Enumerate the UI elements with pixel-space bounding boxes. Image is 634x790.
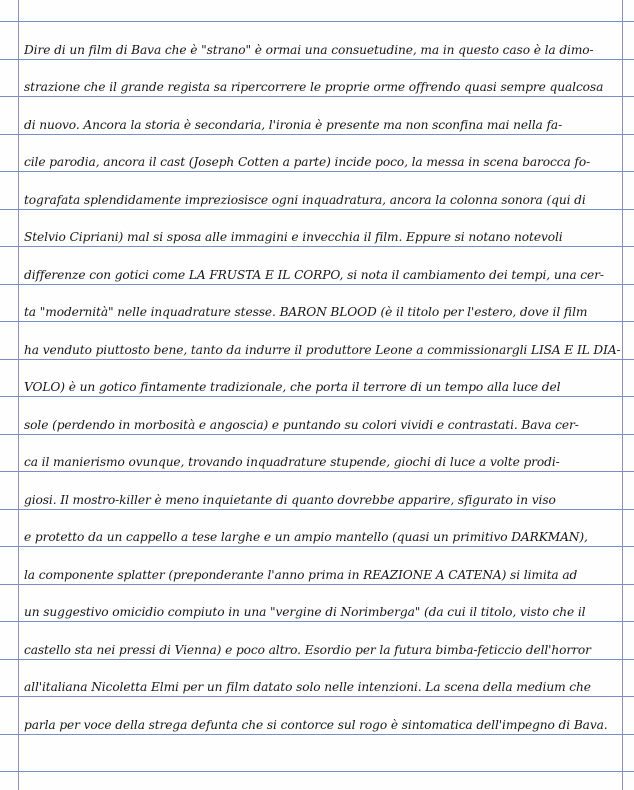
handwritten-line: sole (perdendo in morbosità e angoscia) e puntando su colori vividi e contrastati. Bava cer- [24, 418, 579, 432]
handwritten-line: Dire di un film di Bava che è "strano" è ormai una consuetudine, ma in questo caso è la dimo- [24, 43, 594, 57]
ruled-line [0, 771, 634, 772]
handwritten-line: giosi. Il mostro-killer è meno inquietante di quanto dovrebbe apparire, sfigurato in viso [24, 493, 556, 507]
handwritten-line: strazione che il grande regista sa ripercorrere le proprie orme offrendo quasi sempre qualcosa [24, 80, 604, 94]
handwritten-line: cile parodia, ancora il cast (Joseph Cotten a parte) incide poco, la messa in scena barocca fo- [24, 155, 591, 169]
handwritten-line: VOLO) è un gotico fintamente tradizionale, che porta il terrore di un tempo alla luce del [24, 380, 561, 394]
left-margin-line [18, 0, 19, 790]
handwritten-line: castello sta nei pressi di Vienna) e poco altro. Esordio per la futura bimba-feticcio dell'horror [24, 643, 591, 657]
handwritten-line: un suggestivo omicidio compiuto in una "vergine di Norimberga" (da cui il titolo, visto che il [24, 605, 586, 619]
handwritten-line: Stelvio Cipriani) mal si sposa alle immagini e invecchia il film. Eppure si notano notevoli [24, 230, 563, 244]
handwritten-line: ca il manierismo ovunque, trovando inquadrature stupende, giochi di luce a volte prodi- [24, 455, 560, 469]
handwritten-line: ha venduto piuttosto bene, tanto da indurre il produttore Leone a commissionargli LISA E IL DIA- [24, 343, 621, 357]
handwritten-line: di nuovo. Ancora la storia è secondaria, l'ironia è presente ma non sconfina mai nella fa- [24, 118, 563, 132]
handwritten-line: e protetto da un cappello a tese larghe e un ampio mantello (quasi un primitivo DARKMAN), [24, 530, 588, 544]
handwritten-line: ta "modernità" nelle inquadrature stesse. BARON BLOOD (è il titolo per l'estero, dove il film [24, 305, 588, 319]
handwritten-line: la componente splatter (preponderante l'anno prima in REAZIONE A CATENA) si limita ad [24, 568, 578, 582]
handwritten-line: parla per voce della strega defunta che si contorce sul rogo è sintomatica dell'impegno di Bava. [24, 718, 608, 732]
handwritten-line: all'italiana Nicoletta Elmi per un film datato solo nelle intenzioni. La scena della medium che [24, 680, 591, 694]
ruled-line [0, 21, 634, 22]
handwritten-line: tografata splendidamente impreziosisce ogni inquadratura, ancora la colonna sonora (qui di [24, 193, 586, 207]
handwritten-line: differenze con gotici come LA FRUSTA E IL CORPO, si nota il cambiamento dei tempi, una cer- [24, 268, 604, 282]
